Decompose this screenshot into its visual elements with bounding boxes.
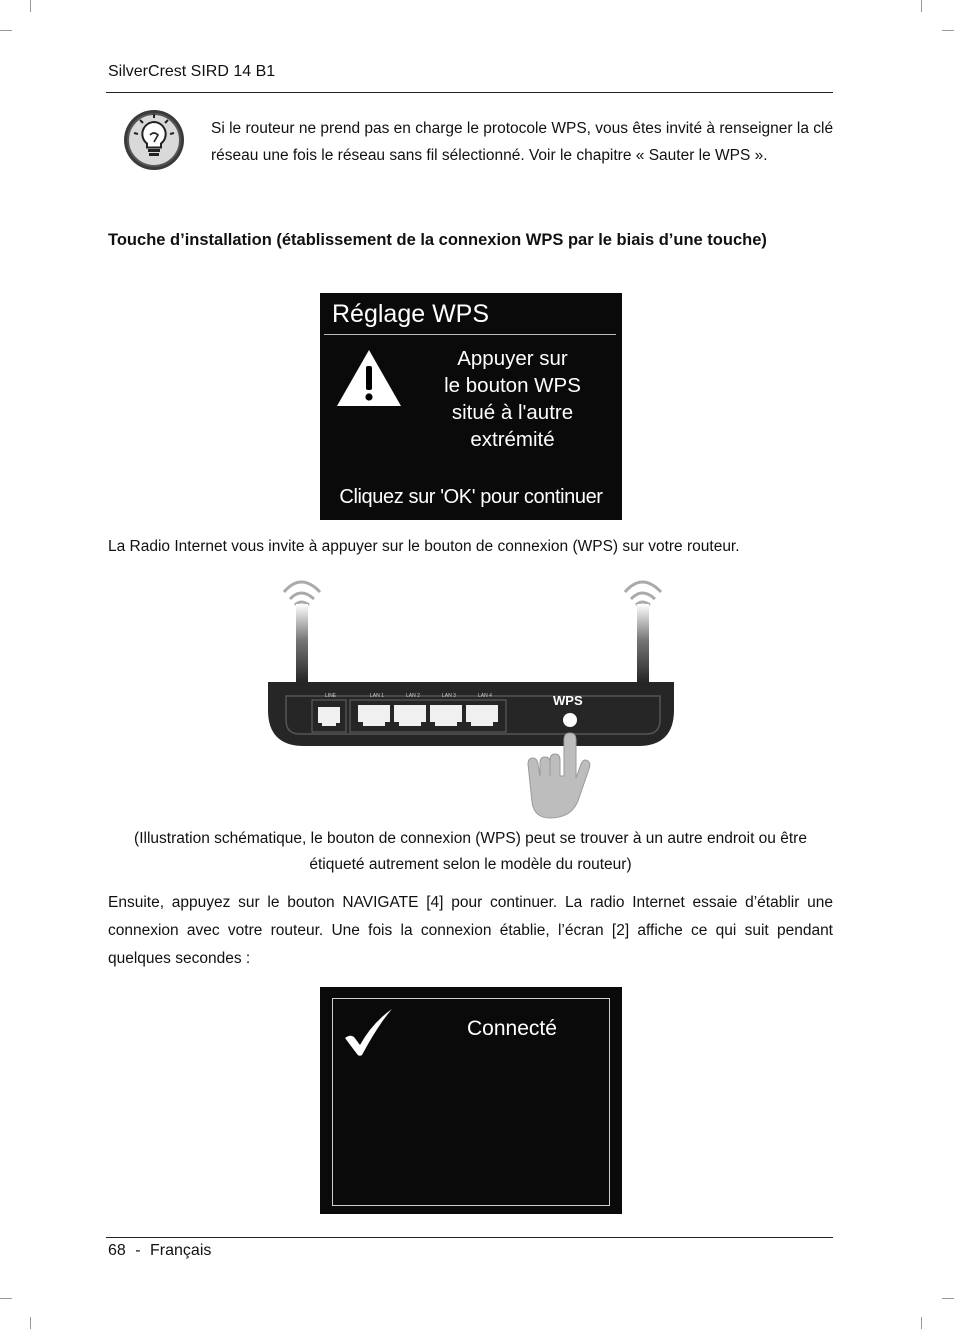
screen-footer-text: Cliquez sur 'OK' pour continuer bbox=[339, 486, 603, 508]
footer-rule bbox=[106, 1237, 833, 1238]
crop-mark bbox=[942, 30, 954, 31]
router-illustration bbox=[264, 570, 678, 822]
crop-mark bbox=[942, 1298, 954, 1299]
page-number: 68 bbox=[108, 1242, 126, 1259]
port-label: LINE bbox=[325, 693, 337, 699]
screen-message bbox=[425, 345, 600, 453]
lightbulb-icon bbox=[122, 108, 186, 172]
paragraph-wps-prompt: La Radio Internet vous invite à appuyer sur le bouton de connexion (WPS) sur votre routeur. bbox=[108, 538, 740, 555]
wifi-waves-right bbox=[625, 582, 661, 605]
caption-line: (Illustration schématique, le bouton de connexion (WPS) peut se trouver à un autre endroit ou être bbox=[134, 830, 807, 847]
paragraph-navigate: Ensuite, appuyez sur le bouton NAVIGATE [4] pour continuer. La radio Internet essaie d’établir une connexion avec votre routeur. Une fois la connexion établie, l’écran [2] affiche ce qui suit pendant quelques secondes : bbox=[108, 894, 833, 967]
checkmark-icon bbox=[342, 1007, 394, 1059]
crop-mark bbox=[30, 1317, 31, 1329]
warning-icon bbox=[335, 348, 403, 408]
port-label: LAN 4 bbox=[478, 693, 492, 699]
wifi-waves-left bbox=[284, 582, 320, 605]
connected-screen bbox=[320, 987, 622, 1214]
tip-text: Si le routeur ne prend pas en charge le protocole WPS, vous êtes invité à renseigner la clé réseau une fois le réseau sans fil sélectionné. Voir le chapitre « Sauter le WPS ». bbox=[211, 120, 834, 164]
screen-message-line: extrémité bbox=[470, 428, 555, 451]
screen-message-line: situé à l'autre bbox=[451, 401, 574, 424]
screen-message-line: Appuyer sur bbox=[457, 347, 568, 370]
header-rule bbox=[106, 92, 833, 93]
port-label: LAN 2 bbox=[406, 693, 420, 699]
crop-mark bbox=[921, 0, 922, 12]
section-heading: Touche d’installation (établissement de la connexion WPS par le biais d’une touche) bbox=[108, 231, 767, 249]
wps-button bbox=[563, 713, 577, 727]
crop-mark bbox=[921, 1317, 922, 1329]
caption-line: étiqueté autrement selon le modèle du routeur) bbox=[309, 856, 632, 873]
wps-setup-screen bbox=[320, 293, 622, 520]
screen-message-line: le bouton WPS bbox=[444, 374, 581, 397]
connected-status: Connecté bbox=[467, 1017, 557, 1040]
screen-divider bbox=[324, 334, 616, 335]
header-title: SilverCrest SIRD 14 B1 bbox=[108, 63, 276, 80]
wps-label: WPS bbox=[553, 693, 583, 708]
antenna-right bbox=[637, 604, 649, 684]
footer-separator: - bbox=[135, 1242, 141, 1259]
screen-title: Réglage WPS bbox=[332, 300, 490, 328]
crop-mark bbox=[0, 30, 12, 31]
port-label: LAN 1 bbox=[370, 693, 384, 699]
page-footer bbox=[108, 1242, 211, 1260]
port-label: LAN 3 bbox=[442, 693, 456, 699]
antenna-left bbox=[296, 604, 308, 684]
figure-caption bbox=[108, 826, 833, 878]
footer-language: Français bbox=[150, 1242, 212, 1259]
crop-mark bbox=[30, 0, 31, 12]
crop-mark bbox=[0, 1298, 12, 1299]
